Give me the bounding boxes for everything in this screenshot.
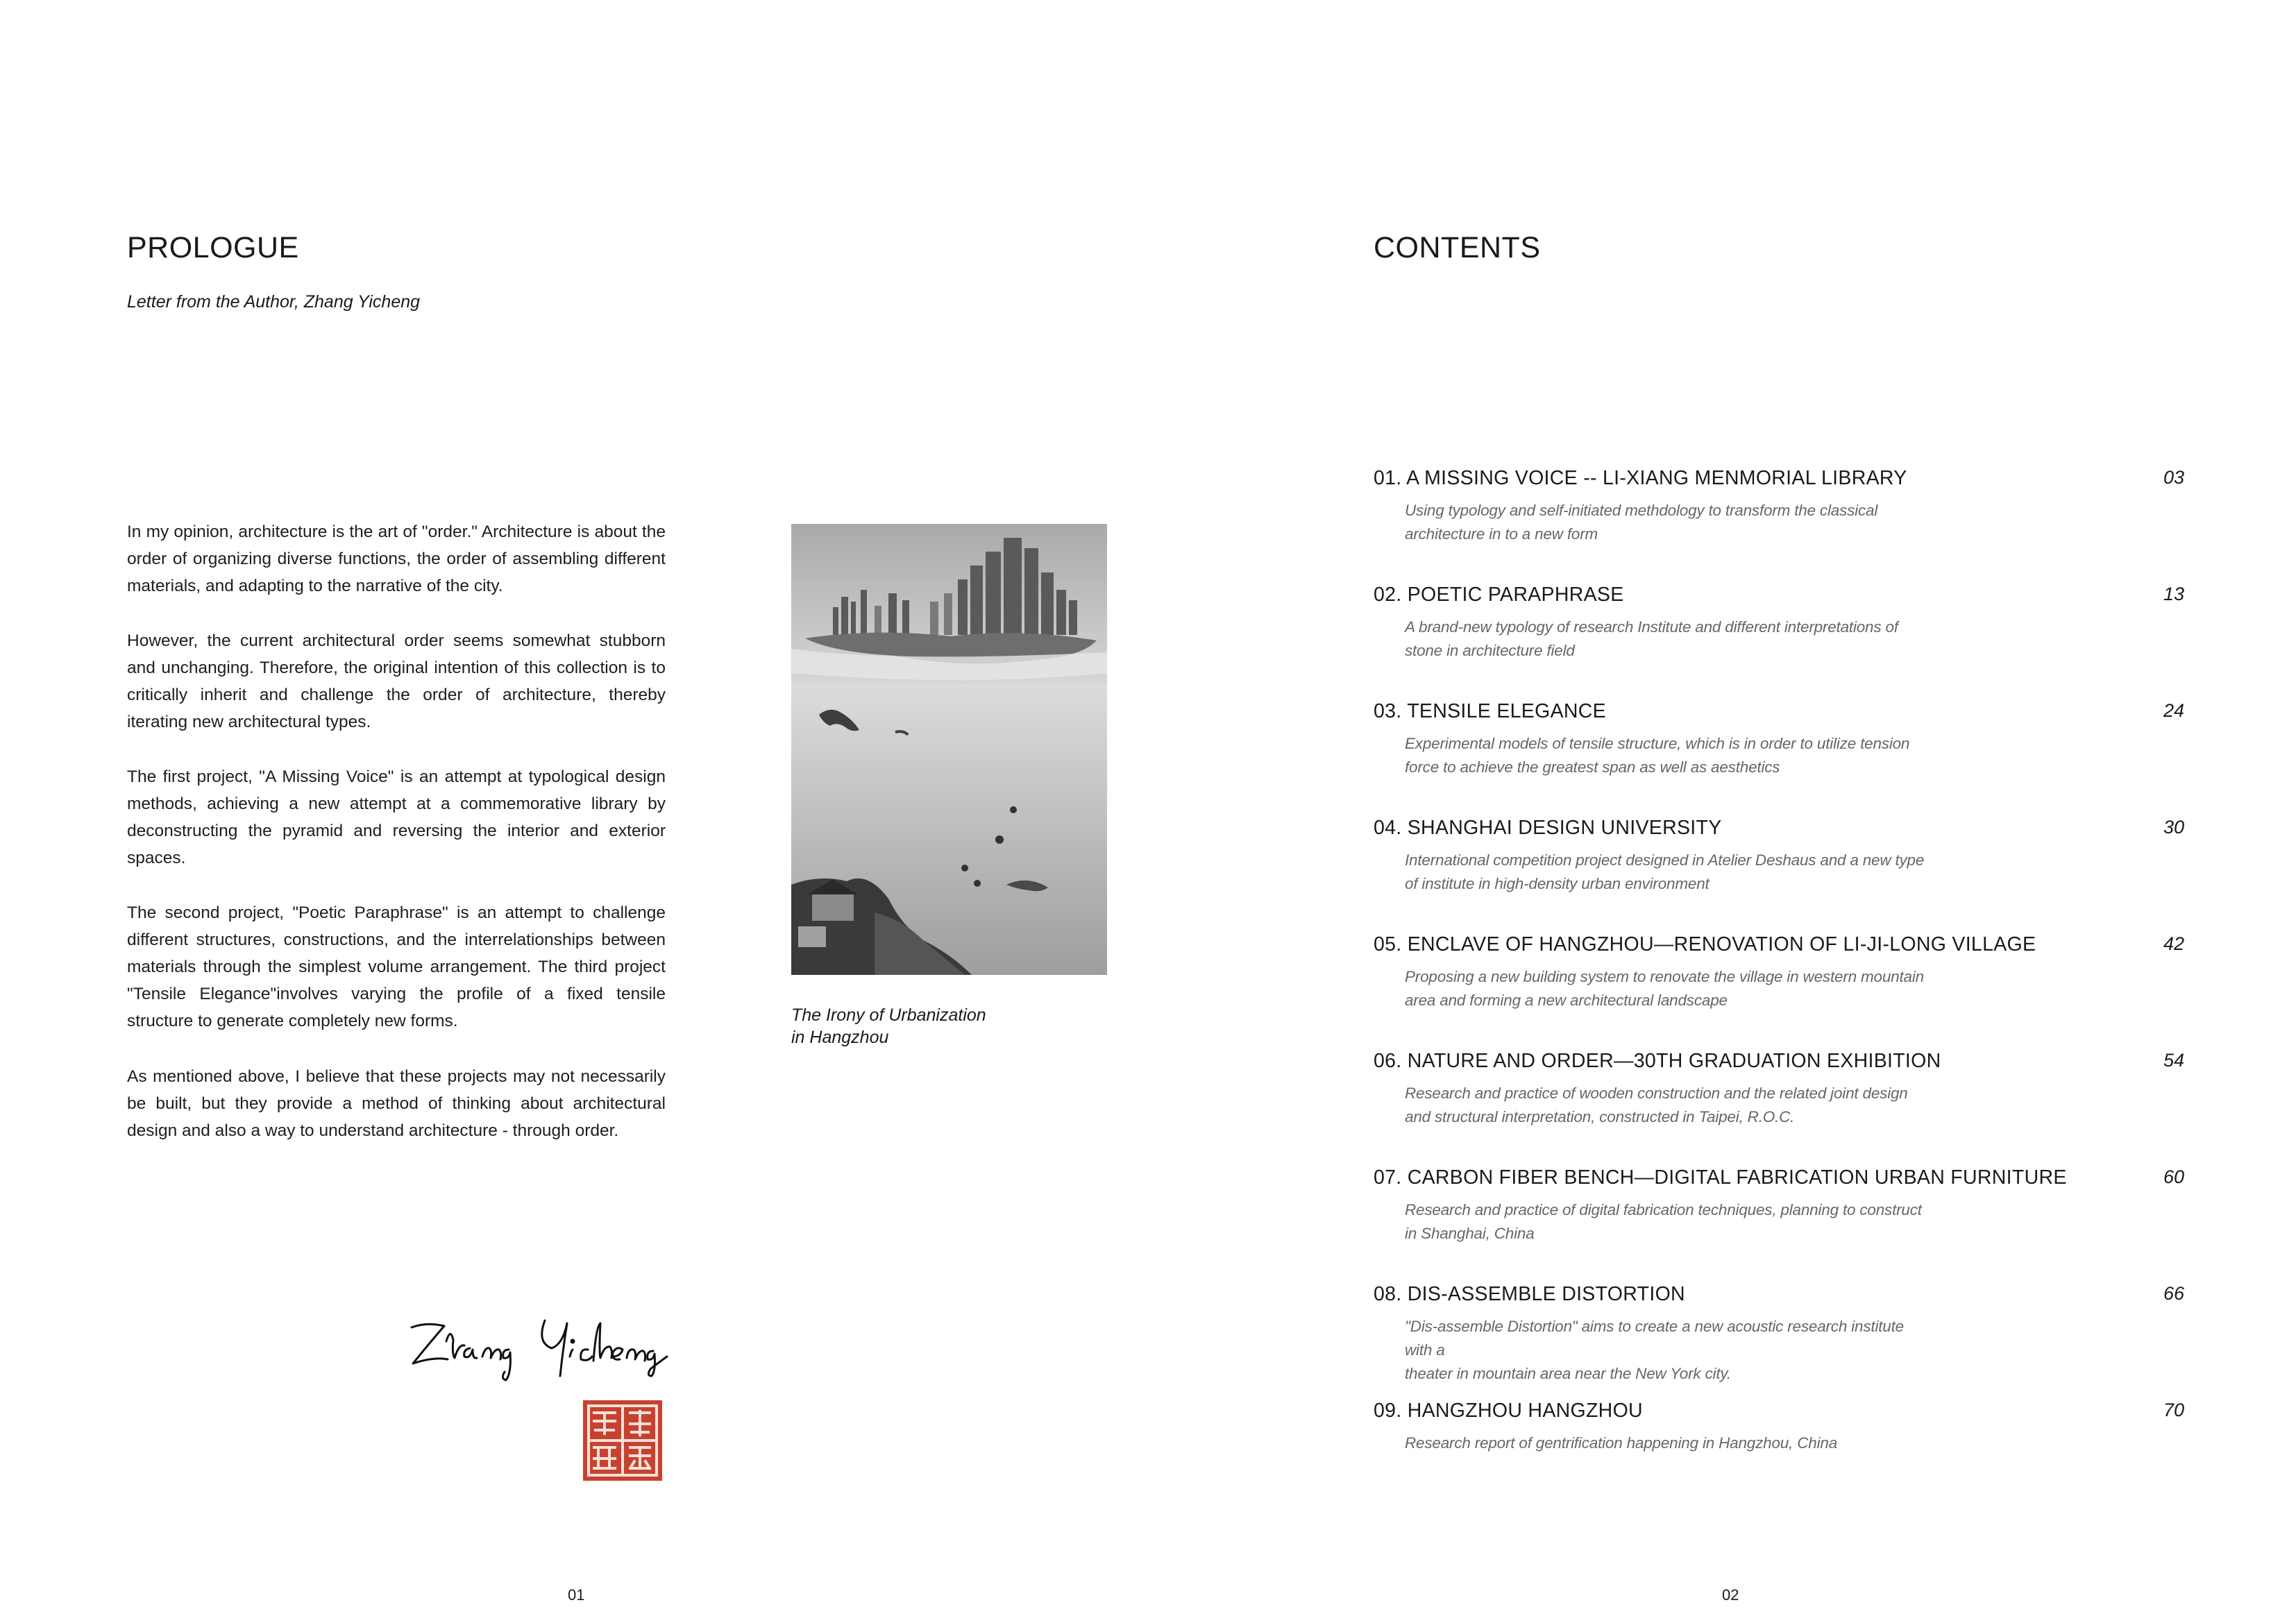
toc-entry-description [1405,615,1932,663]
toc-entry-description-line-2: theater in mountain area near the New York city. [1405,1365,1731,1382]
toc-entry-page: 54 [2163,1050,2184,1071]
toc-entry-description-line-2: and structural interpretation, constructed in Taipei, R.O.C. [1405,1108,1795,1125]
toc-entry-page: 66 [2163,1283,2184,1304]
toc-entry-description [1405,849,1932,896]
toc-entry-title: 02. POETIC PARAPHRASE [1374,584,1624,606]
toc-entry-description-line-2: in Shanghai, China [1405,1225,1535,1242]
toc-entry-page: 30 [2163,817,2184,838]
photo-caption [791,1004,986,1048]
seal-stamp [582,1399,664,1482]
toc-entry-08[interactable] [1374,1283,2184,1386]
toc-entry-description-line-1: Research and practice of digital fabrication techniques, planning to construct [1405,1201,1922,1218]
toc-entry-02[interactable] [1374,584,2184,663]
toc-entry-05[interactable] [1374,933,2184,1012]
toc-entry-description [1405,1198,1932,1246]
toc-entry-page: 24 [2163,700,2184,721]
photo-caption-line-2: in Hangzhou [791,1028,889,1047]
toc-entry-description [1405,1431,1932,1455]
toc-entry-title: 05. ENCLAVE OF HANGZHOU—RENOVATION OF LI-JI-LONG VILLAGE [1374,933,2036,955]
toc-entry-page: 42 [2163,933,2184,954]
toc-entry-title: 06. NATURE AND ORDER—30TH GRADUATION EXHIBITION [1374,1050,1941,1072]
toc-entry-title: 04. SHANGHAI DESIGN UNIVERSITY [1374,817,1722,839]
author-signature [406,1308,670,1384]
toc-entry-description-line-2: area and forming a new architectural landscape [1405,992,1728,1009]
toc-entry-title: 08. DIS-ASSEMBLE DISTORTION [1374,1283,1685,1305]
prologue-subtitle: Letter from the Author, Zhang Yicheng [127,292,421,312]
toc-entry-page: 03 [2163,467,2184,488]
toc-entry-description [1405,732,1932,779]
urbanization-photo [791,524,1107,975]
prologue-paragraph-3: The first project, "A Missing Voice" is an attempt at typological design methods, achieving a new attempt at a commemorative library by deconstructing the pyramid and reversing the interior and exterior spaces. [127,767,666,867]
contents-title: CONTENTS [1374,231,1541,264]
prologue-paragraph-2: However, the current architectural order seems somewhat stubborn and unchanging. Therefore, the original intention of this collection is to critically inherit and challenge the order of architecture, thereby iterating new architectural types. [127,631,666,731]
toc-entry-description-line-2: of institute in high-density urban environment [1405,875,1710,892]
toc-entry-01[interactable] [1374,467,2184,546]
toc-entry-description-line-1: A brand-new typology of research Institute and different interpretations of [1405,618,1898,636]
toc-entry-title: 07. CARBON FIBER BENCH—DIGITAL FABRICATION URBAN FURNITURE [1374,1166,2067,1189]
toc-entry-description-line-2: architecture in to a new form [1405,525,1598,543]
prologue-paragraph-5: As mentioned above, I believe that these projects may not necessarily be built, but they provide a method of thinking about architectural design and also a way to understand architecture - through order. [127,1067,666,1140]
toc-entry-04[interactable] [1374,817,2184,896]
toc-entry-description-line-2: stone in architecture field [1405,642,1575,659]
toc-entry-description-line-1: Experimental models of tensile structure, which is in order to utilize tension [1405,735,1910,752]
toc-entry-page: 13 [2163,584,2184,604]
toc-entry-description-line-1: Research report of gentrification happening in Hangzhou, China [1405,1434,1838,1452]
left-page-number: 01 [568,1586,585,1604]
toc-entry-description-line-1: International competition project designed in Atelier Deshaus and a new type [1405,851,1925,869]
toc-entry-page: 60 [2163,1166,2184,1187]
prologue-paragraph-4: The second project, "Poetic Paraphrase" is an attempt to challenge different structures, constructions, and the interrelationships between materials through the simplest volume arrangement. The third project "Tensile Elegance"involves varying the profile of a fixed tensile structure to generate completely new forms. [127,903,666,1030]
toc-entry-03[interactable] [1374,700,2184,779]
toc-entry-description-line-1: "Dis-assemble Distortion" aims to create a new acoustic research institute with a [1405,1318,1904,1359]
toc-entry-07[interactable] [1374,1166,2184,1246]
toc-entry-title: 03. TENSILE ELEGANCE [1374,700,1606,722]
toc-entry-title: 09. HANGZHOU HANGZHOU [1374,1400,1643,1422]
toc-entry-description-line-2: force to achieve the greatest span as well as aesthetics [1405,758,1780,776]
right-page-number: 02 [1722,1586,1739,1604]
toc-entry-description-line-1: Research and practice of wooden construction and the related joint design [1405,1085,1908,1102]
toc-entry-description [1405,965,1932,1012]
toc-entry-description [1405,1082,1932,1129]
prologue-title: PROLOGUE [127,231,299,264]
toc-entry-description-line-1: Using typology and self-initiated methdology to transform the classical [1405,502,1878,519]
toc-entry-06[interactable] [1374,1050,2184,1129]
photo-caption-line-1: The Irony of Urbanization [791,1005,986,1025]
toc-entry-description [1405,499,1932,546]
toc-entry-title: 01. A MISSING VOICE -- LI-XIANG MENMORIAL LIBRARY [1374,467,1907,489]
prologue-paragraph-1: In my opinion, architecture is the art of "order." Architecture is about the order of organizing diverse functions, the order of assembling different materials, and adapting to the narrative of the city. [127,522,666,595]
toc-entry-description [1405,1315,1932,1386]
toc-entry-09[interactable] [1374,1400,2184,1455]
toc-entry-description-line-1: Proposing a new building system to renovate the village in western mountain [1405,968,1924,985]
toc-entry-page: 70 [2163,1400,2184,1420]
